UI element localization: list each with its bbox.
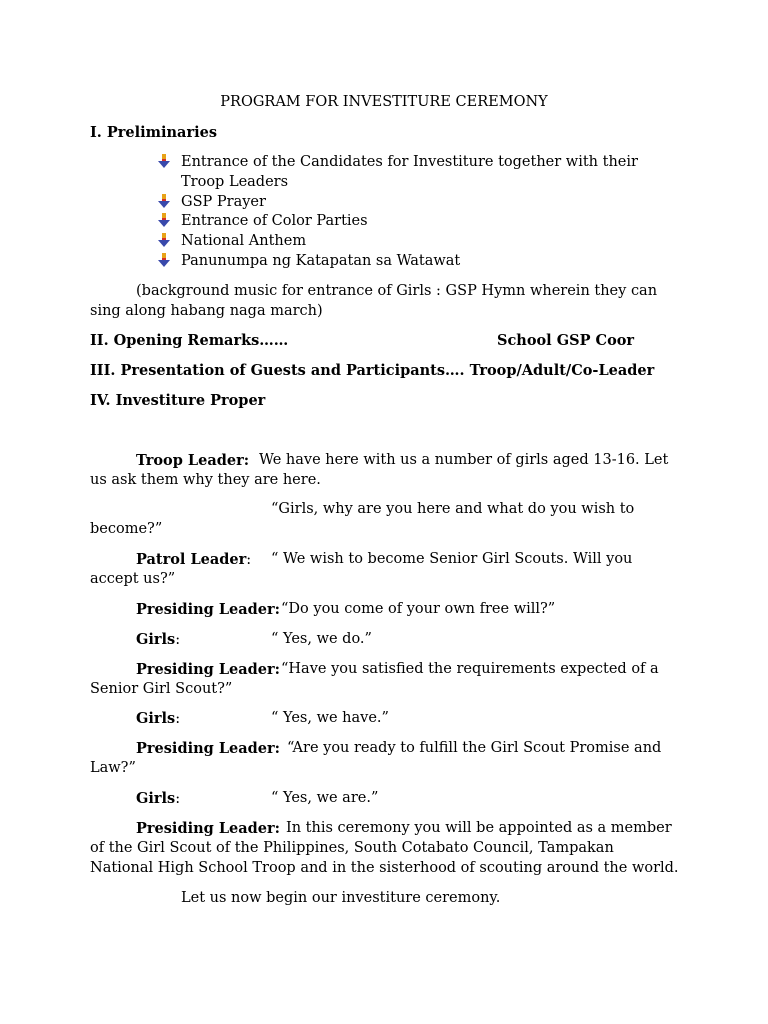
section-opening-remarks: II. Opening Remarks…… (90, 332, 289, 349)
dialogue-text: “ Yes, we have.” (271, 710, 389, 726)
dialogue-text: “Are you ready to fulfill the Girl Scout Promise and (287, 740, 662, 756)
arrow-bullet-icon (158, 253, 170, 267)
speaker-troop-leader: Troop Leader: (136, 452, 250, 469)
speaker-girls: Girls: (136, 790, 181, 807)
dialogue-text: National High School Troop and in the sisterhood of scouting around the world. (90, 860, 679, 876)
dialogue-text: us ask them why they are here. (90, 472, 321, 488)
dialogue-text: “Do you come of your own free will?” (281, 601, 556, 617)
dialogue-text: Senior Girl Scout?” (90, 681, 233, 697)
speaker-girls: Girls: (136, 631, 181, 648)
speaker-presiding-leader: Presiding Leader: (136, 820, 280, 837)
page-title: PROGRAM FOR INVESTITURE CEREMONY (220, 94, 548, 110)
arrow-bullet-icon (158, 233, 170, 247)
list-item: GSP Prayer (158, 194, 266, 210)
note-line-2: sing along habang naga march) (90, 303, 323, 319)
dialogue-text: “ Yes, we do.” (271, 631, 372, 647)
list-item: Panunumpa ng Katapatan sa Watawat (158, 253, 460, 269)
dialogue-text: In this ceremony you will be appointed as a member (286, 820, 672, 836)
section-investiture-proper: IV. Investiture Proper (90, 392, 266, 409)
speaker-girls: Girls: (136, 710, 181, 727)
dialogue-text: become?” (90, 521, 163, 537)
arrow-bullet-icon (158, 194, 170, 208)
dialogue-text: of the Girl Scout of the Philippines, South Cotabato Council, Tampakan (90, 840, 614, 856)
speaker-patrol-leader: Patrol Leader: (136, 551, 252, 568)
arrow-bullet-icon (158, 213, 170, 227)
speaker-presiding-leader: Presiding Leader: (136, 661, 280, 678)
list-item-continuation: Troop Leaders (181, 174, 289, 190)
speaker-presiding-leader: Presiding Leader: (136, 740, 280, 757)
note-line-1: (background music for entrance of Girls : GSP Hymn wherein they can (136, 283, 658, 299)
section-presentation: III. Presentation of Guests and Participants…. Troop/Adult/Co-Leader (90, 362, 655, 379)
list-item: National Anthem (158, 233, 306, 249)
speaker-presiding-leader: Presiding Leader: (136, 601, 280, 618)
dialogue-text: accept us?” (90, 571, 176, 587)
dialogue-text: “ Yes, we are.” (271, 790, 379, 806)
section-preliminaries: I. Preliminaries (90, 124, 217, 141)
dialogue-text: “ We wish to become Senior Girl Scouts. Will you (271, 551, 633, 567)
dialogue-text: “Girls, why are you here and what do you wish to (271, 501, 635, 517)
dialogue-text: Law?” (90, 760, 136, 776)
dialogue-text: We have here with us a number of girls aged 13-16. Let (259, 452, 669, 468)
dialogue-text: “Have you satisfied the requirements expected of a (281, 661, 659, 677)
list-item: Entrance of Color Parties (158, 213, 368, 229)
closing-line: Let us now begin our investiture ceremony. (181, 890, 501, 906)
list-item: Entrance of the Candidates for Investiture together with their (158, 154, 638, 170)
opening-remarks-speaker: School GSP Coor (497, 332, 635, 349)
arrow-bullet-icon (158, 154, 170, 168)
